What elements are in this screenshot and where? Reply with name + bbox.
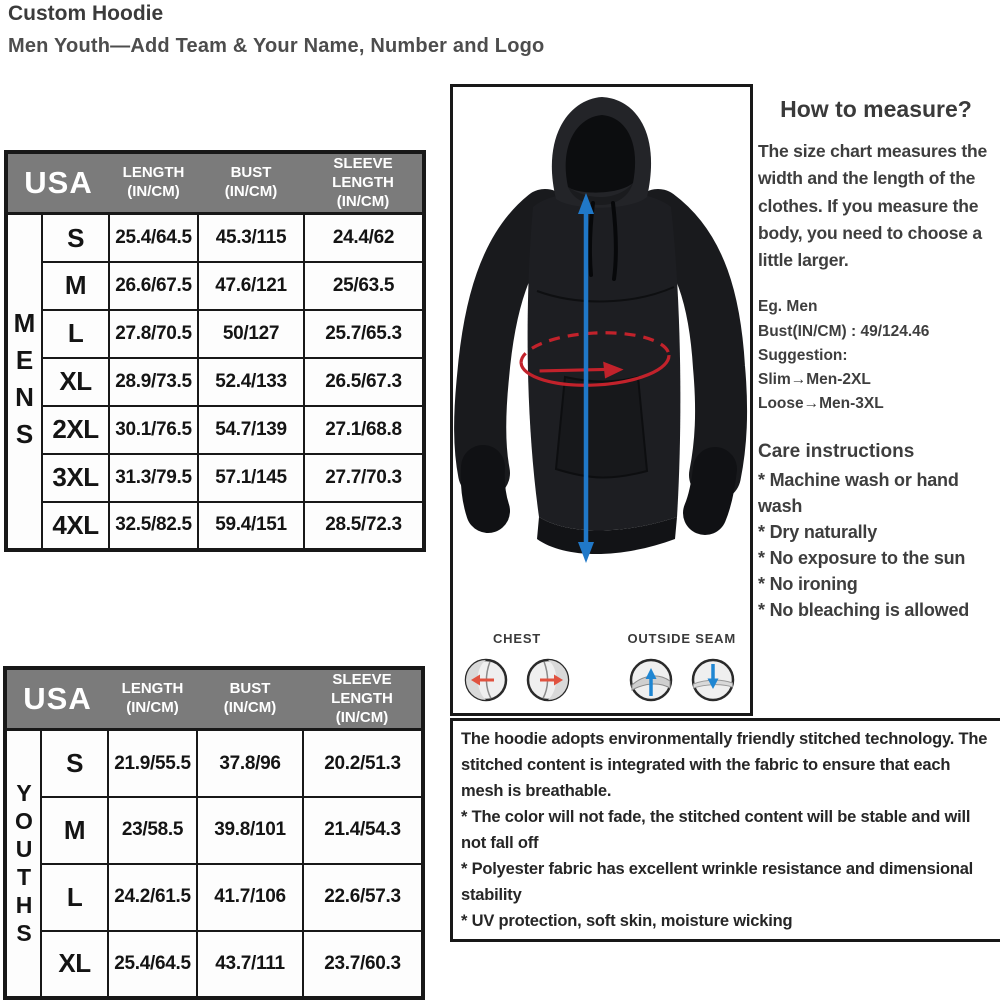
table-row <box>5 864 423 931</box>
care-item: * No ironing <box>758 573 858 594</box>
fabric-description-bullet: * Polyester fabric has excellent wrinkle resistance and dimensional stability <box>461 860 974 905</box>
how-to-measure-panel <box>758 88 994 623</box>
table-header-row <box>6 152 424 214</box>
how-to-measure-body: The size chart measures the width and the length of the clothes. If you measure the body, you need to choose a little larger. <box>758 141 988 271</box>
chest-arrow-left-icon <box>463 657 509 703</box>
column-unit: (IN/CM) <box>224 183 278 201</box>
size-cell: M <box>42 262 109 310</box>
hoodie-right-cuff <box>705 469 715 513</box>
example-block <box>758 295 994 415</box>
group-label: MENS <box>9 307 40 456</box>
length-cell: 23/58.5 <box>108 797 197 864</box>
length-cell: 24.2/61.5 <box>108 864 197 931</box>
sleeve-cell: 27.7/70.3 <box>304 454 424 502</box>
column-unit: (IN/CM) <box>126 699 179 717</box>
fabric-description-bullet: * UV protection, soft skin, moisture wicking <box>461 912 793 931</box>
length-cell: 28.9/73.5 <box>109 358 198 406</box>
mens-size-table <box>4 150 426 552</box>
care-item: * No exposure to the sun <box>758 547 966 568</box>
length-cell: 21.9/55.5 <box>108 730 197 797</box>
sleeve-header <box>303 668 423 730</box>
length-cell: 31.3/79.5 <box>109 454 198 502</box>
bust-cell: 59.4/151 <box>198 502 304 550</box>
length-header <box>108 668 197 730</box>
table-header-row <box>5 668 423 730</box>
table-row <box>6 358 424 406</box>
size-cell: S <box>41 730 108 797</box>
bust-cell: 39.8/101 <box>197 797 303 864</box>
example-line: Suggestion: <box>758 346 848 364</box>
outside-seam-label: OUTSIDE SEAM <box>627 631 736 646</box>
hoodie-body <box>528 191 681 531</box>
bust-cell: 54.7/139 <box>198 406 304 454</box>
hoodie-measure-panel <box>450 84 753 716</box>
seam-arrow-down-icon <box>690 657 736 703</box>
care-instructions-block <box>758 441 994 624</box>
group-label: YOUTHS <box>11 779 37 948</box>
table-row <box>6 262 424 310</box>
sleeve-header <box>304 152 424 214</box>
column-unit: (IN/CM) <box>336 192 390 210</box>
size-cell: S <box>42 214 109 262</box>
group-label-cell <box>6 214 42 550</box>
table-row <box>6 214 424 262</box>
column-unit: (IN/CM) <box>335 708 389 726</box>
column-label: SLEEVE LENGTH <box>332 155 394 191</box>
example-line: Loose→Men-3XL <box>758 394 884 412</box>
care-item: * Dry naturally <box>758 521 878 542</box>
size-cell: 2XL <box>42 406 109 454</box>
table-row <box>5 797 423 864</box>
sleeve-cell: 25/63.5 <box>304 262 424 310</box>
group-label-cell <box>5 730 41 998</box>
bust-cell: 37.8/96 <box>197 730 303 797</box>
column-label: BUST <box>230 164 272 182</box>
size-cell: L <box>42 310 109 358</box>
size-cell: XL <box>41 931 108 998</box>
example-line: Slim→Men-2XL <box>758 370 871 388</box>
length-header <box>109 152 198 214</box>
column-unit: (IN/CM) <box>127 183 180 201</box>
column-unit: (IN/CM) <box>223 699 277 717</box>
length-cell: 25.4/64.5 <box>109 214 198 262</box>
measure-icons-row <box>453 631 750 703</box>
table-row <box>6 454 424 502</box>
sleeve-cell: 24.4/62 <box>304 214 424 262</box>
care-item: * No bleaching is allowed <box>758 600 970 621</box>
bust-header <box>197 668 303 730</box>
sleeve-cell: 26.5/67.3 <box>304 358 424 406</box>
table-row <box>5 931 423 998</box>
youths-size-table <box>3 666 425 1000</box>
title-block <box>8 2 544 58</box>
bust-cell: 45.3/115 <box>198 214 304 262</box>
size-cell: 3XL <box>42 454 109 502</box>
table-row <box>5 730 423 797</box>
care-item: * Machine wash or hand wash <box>758 469 959 516</box>
length-cell: 25.4/64.5 <box>108 931 197 998</box>
bust-cell: 52.4/133 <box>198 358 304 406</box>
care-instructions-heading: Care instructions <box>758 440 915 462</box>
bust-cell: 43.7/111 <box>197 931 303 998</box>
how-to-measure-heading: How to measure? <box>780 96 972 122</box>
fabric-description-box <box>450 718 1000 942</box>
sleeve-cell: 25.7/65.3 <box>304 310 424 358</box>
table-row <box>6 406 424 454</box>
hoodie-left-cuff <box>483 467 488 511</box>
sleeve-cell: 23.7/60.3 <box>303 931 423 998</box>
chest-arrow-right-icon <box>525 657 571 703</box>
hoodie-photo <box>453 87 750 592</box>
sleeve-cell: 21.4/54.3 <box>303 797 423 864</box>
length-cell: 27.8/70.5 <box>109 310 198 358</box>
page-subtitle: Men Youth—Add Team & Your Name, Number and Logo <box>8 35 545 57</box>
bust-header <box>198 152 304 214</box>
bust-cell: 41.7/106 <box>197 864 303 931</box>
sleeve-cell: 28.5/72.3 <box>304 502 424 550</box>
hoodie-pocket <box>556 377 647 478</box>
usa-header: USA <box>5 668 108 730</box>
sleeve-cell: 22.6/57.3 <box>303 864 423 931</box>
size-cell: XL <box>42 358 109 406</box>
sleeve-cell: 20.2/51.3 <box>303 730 423 797</box>
length-cell: 32.5/82.5 <box>109 502 198 550</box>
example-line: Eg. Men <box>758 298 818 316</box>
size-cell: M <box>41 797 108 864</box>
length-cell: 30.1/76.5 <box>109 406 198 454</box>
fabric-description-bullet: * The color will not fade, the stitched content will be stable and will not fall off <box>461 808 971 853</box>
chest-icon-group <box>463 631 571 703</box>
bust-cell: 47.6/121 <box>198 262 304 310</box>
column-label: LENGTH <box>122 164 185 182</box>
bust-cell: 50/127 <box>198 310 304 358</box>
column-label: LENGTH <box>121 680 184 698</box>
table-row <box>6 502 424 550</box>
sleeve-cell: 27.1/68.8 <box>304 406 424 454</box>
length-cell: 26.6/67.5 <box>109 262 198 310</box>
bust-cell: 57.1/145 <box>198 454 304 502</box>
usa-header: USA <box>6 152 109 214</box>
size-cell: 4XL <box>42 502 109 550</box>
column-label: BUST <box>229 680 271 698</box>
table-row <box>6 310 424 358</box>
example-line: Bust(IN/CM) : 49/124.46 <box>758 322 930 340</box>
seam-arrow-up-icon <box>628 657 674 703</box>
page-title: Custom Hoodie <box>8 2 164 25</box>
fabric-description-paragraph: The hoodie adopts environmentally friendly stitched technology. The stitched content is integrated with the fabric to ensure that each mesh is breathable. <box>461 730 988 801</box>
outside-seam-icon-group <box>627 631 736 703</box>
chest-label: CHEST <box>492 631 542 646</box>
size-cell: L <box>41 864 108 931</box>
column-label: SLEEVE LENGTH <box>331 671 393 707</box>
